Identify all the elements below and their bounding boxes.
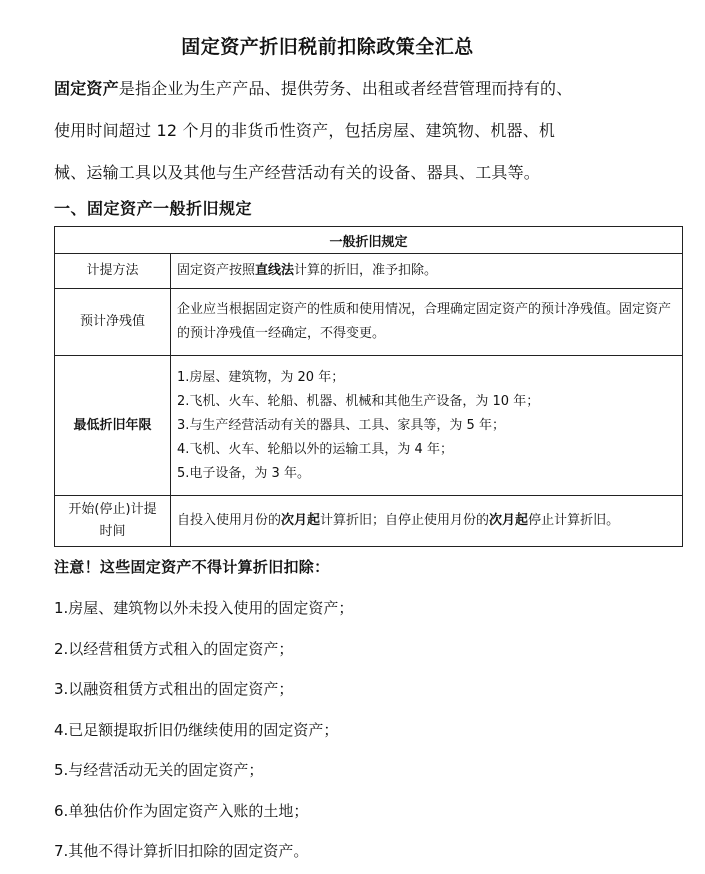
method-text-after: 计算的折旧，准予扣除。 <box>294 263 438 278</box>
start-stop-part-2: 计算折旧；自停止使用月份的 <box>320 513 490 528</box>
list-item: 4.已足额提取折旧仍继续使用的固定资产； <box>54 720 339 739</box>
min-years-item: 3.与生产经营活动有关的器具、工具、家具等，为 5 年； <box>177 417 505 433</box>
table-row <box>55 254 683 289</box>
list-item: 5.与经营活动无关的固定资产； <box>54 761 264 779</box>
start-stop-label-line-1: 开始(停止)计提 <box>68 502 157 517</box>
table-row <box>55 356 683 496</box>
list-item: 6.单独估价作为固定资产入账的土地； <box>54 801 309 820</box>
list-item: 3.以融资租赁方式租出的固定资产； <box>54 680 294 698</box>
list-item: 1.房屋、建筑物以外未投入使用的固定资产； <box>54 599 354 617</box>
row-label-start-stop <box>55 496 171 547</box>
min-years-item: 2.飞机、火车、轮船、机器、机械和其他生产设备，为 10 年； <box>177 393 540 409</box>
intro-term: 固定资产 <box>54 79 119 98</box>
method-text-before: 固定资产按照 <box>177 263 256 278</box>
intro-line-2: 使用时间超过 12 个月的非货币性资产，包括房屋、建筑物、机器、机 <box>54 121 556 140</box>
row-content-method <box>171 254 683 289</box>
table-row <box>55 289 683 356</box>
table-row <box>55 496 683 547</box>
intro-line-1: 是指企业为生产产品、提供劳务、出租或者经营管理而持有的、 <box>118 79 573 98</box>
row-content-salvage: 企业应当根据固定资产的性质和使用情况，合理确定固定资产的预计净残值。固定资产的预计净残值一经确定，不得变更。 <box>171 289 683 356</box>
row-label-salvage: 预计净残值 <box>55 289 171 356</box>
list-item: 7.其他不得计算折旧扣除的固定资产。 <box>54 842 309 860</box>
start-stop-part-3: 停止计算折旧。 <box>528 513 620 528</box>
start-stop-bold-1: 次月起 <box>281 513 321 528</box>
start-stop-bold-2: 次月起 <box>489 513 529 528</box>
row-label-method: 计提方法 <box>55 254 171 289</box>
min-years-item: 1.房屋、建筑物，为 20 年； <box>177 369 345 385</box>
intro-paragraph <box>54 68 654 194</box>
note-heading: 注意！这些固定资产不得计算折旧扣除： <box>54 558 330 576</box>
start-stop-label-line-2: 时间 <box>99 524 126 539</box>
list-item: 2.以经营租赁方式租入的固定资产； <box>54 639 294 658</box>
method-text-bold: 直线法 <box>255 263 295 278</box>
row-label-min-years: 最低折旧年限 <box>55 356 171 496</box>
table-caption: 一般折旧规定 <box>55 227 683 254</box>
depreciation-rules-table <box>54 226 683 547</box>
intro-line-3: 械、运输工具以及其他与生产经营活动有关的设备、器具、工具等。 <box>54 163 541 182</box>
section-heading: 一、固定资产一般折旧规定 <box>54 199 253 218</box>
row-content-min-years <box>171 356 683 496</box>
table-caption-row <box>55 227 683 254</box>
min-years-item: 4.飞机、火车、轮船以外的运输工具，为 4 年； <box>177 441 453 457</box>
excluded-assets-list <box>54 590 353 874</box>
min-years-item: 5.电子设备，为 3 年。 <box>177 465 310 481</box>
row-content-start-stop <box>171 496 683 547</box>
page-title: 固定资产折旧税前扣除政策全汇总 <box>181 36 474 58</box>
start-stop-part-1: 自投入使用月份的 <box>177 513 282 528</box>
